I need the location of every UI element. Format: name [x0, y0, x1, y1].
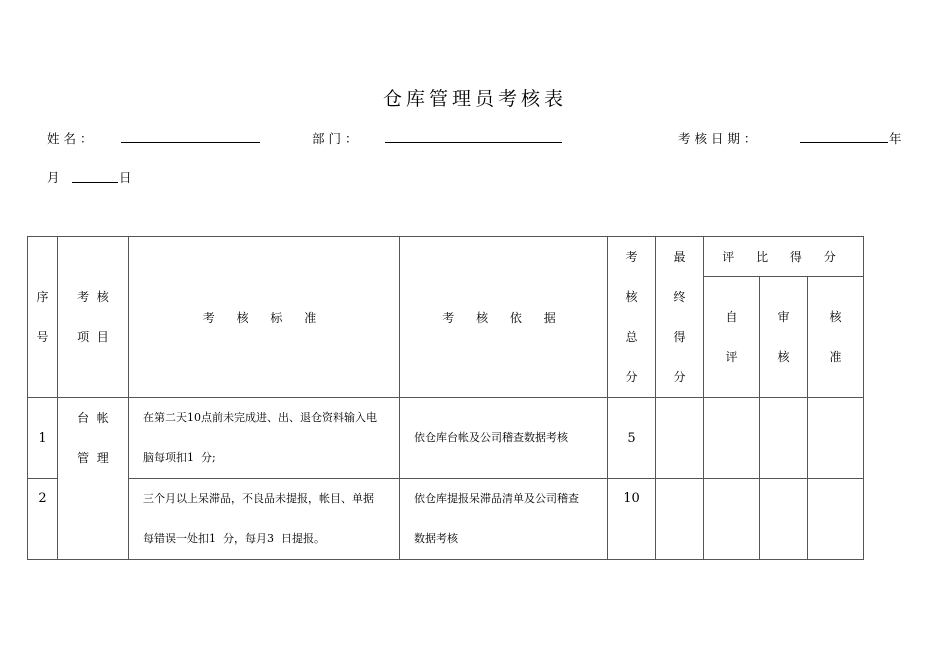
- row-approve[interactable]: [808, 398, 864, 479]
- assessment-table: [27, 236, 864, 560]
- row-review[interactable]: [760, 479, 808, 560]
- header-final: 最 终 得 分: [656, 237, 704, 398]
- header-eval-group: 评 比 得 分: [704, 237, 864, 277]
- row-final[interactable]: [656, 398, 704, 479]
- header-review: 审 核: [760, 277, 808, 398]
- row-review[interactable]: [760, 398, 808, 479]
- row-approve[interactable]: [808, 479, 864, 560]
- row-self[interactable]: [704, 479, 760, 560]
- row-basis: 依仓库提报呆滞品清单及公司稽查 数据考核: [400, 479, 608, 560]
- year-field[interactable]: [800, 142, 888, 143]
- row-criteria: 在第二天10点前未完成进、出、退仓资料输入电 脑每项扣1 分;: [129, 398, 400, 479]
- header-total: 考 核 总 分: [608, 237, 656, 398]
- header-basis: 考 核 依 据: [400, 237, 608, 398]
- header-seq: 序 号: [28, 237, 58, 398]
- table-row: [28, 398, 864, 479]
- name-field[interactable]: [121, 142, 260, 143]
- year-suffix: 年: [889, 131, 902, 146]
- row-self[interactable]: [704, 398, 760, 479]
- month-label: 月: [47, 170, 60, 185]
- dept-label: 部 门 ：: [312, 131, 358, 146]
- header-approve: 核 准: [808, 277, 864, 398]
- header-criteria: 考 核 标 准: [129, 237, 400, 398]
- day-field[interactable]: [72, 182, 118, 183]
- date-label: 考 核 日 期 ：: [678, 131, 757, 146]
- name-label: 姓 名 ：: [47, 131, 93, 146]
- row-seq: 2: [28, 479, 58, 560]
- row-total: 5: [608, 398, 656, 479]
- table-row: [28, 479, 864, 560]
- row-basis: 依仓库台帐及公司稽查数据考核: [400, 398, 608, 479]
- row-item: 台 帐 管 理: [58, 398, 129, 560]
- day-suffix: 日: [119, 170, 132, 185]
- row-seq: 1: [28, 398, 58, 479]
- header-self: 自 评: [704, 277, 760, 398]
- row-criteria: 三个月以上呆滞品，不良品未提报，帐目、单据 每错误一处扣1 分，每月3 日提报。: [129, 479, 400, 560]
- row-total: 10: [608, 479, 656, 560]
- dept-field[interactable]: [385, 142, 562, 143]
- header-item: 考 核 项 目: [58, 237, 129, 398]
- page-title: 仓库管理员考核表: [382, 88, 567, 110]
- row-final[interactable]: [656, 479, 704, 560]
